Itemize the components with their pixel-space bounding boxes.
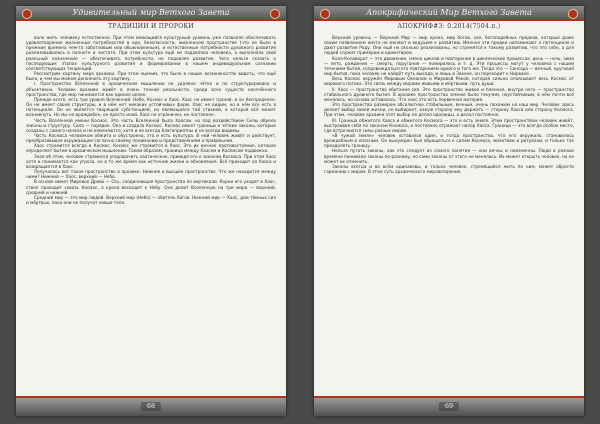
paragraph: Хаос стремится всегда в Космос, Космос же стремится в Хаос. Это их вечное противостояние, которое определяет бытие в архаическом мышлении. Таким образом, граница между Хаосом и Космосом подвижна. — [26, 143, 276, 154]
paragraph: Верхний уровень — Верхний Мир — мир крона, мир богов, сил, богоподобных предков, которые даже своим появлением ничто не меняют в ведущем к развитию. Именно эти предки напоминают о потенциале и дают развитие Роду. Они ещё не сколько реализованы, но стремятся к такому развитию, что это себе, а для людей служат примером и ориентиром. — [324, 35, 574, 56]
left-body-text — [26, 35, 276, 391]
paragraph: II. Хаос — пространство обитания сил. Это пространство живое и пленное, внутри него — пространство стабильного древнего бытия. В архаике пространство земное было текучим, неустойчивым, в нём почти всё менялось, но основа оставалась. Что хаос это есть первичная материя. — [324, 86, 574, 102]
paragraph: I. Пространство Вселенной в архаическом мышлении не удалено чётко и по структурировано и объективно. Человек архаики живёт в очень тонкой реальности, среди всех существ населённого пространства, где мир понимается как единое целое. — [26, 81, 276, 97]
ornament-icon — [568, 9, 578, 19]
left-footer-bar — [16, 396, 286, 416]
left-header-text: Удивительный мир Ветхого Завета — [72, 8, 230, 17]
ornament-icon — [270, 9, 280, 19]
ornament-icon — [22, 9, 32, 19]
paragraph: вало жить человеку естественно. При этом имеющийся культурный уровень уже позволял обеспечивать удовлетворение жизненных потребностей в еде, безопасности, жизненном пространстве (что не было в прежние времена чем-то заботливым или обыкновенным), и естественные потребности духовного развития реализовывались в полноте и чистоте. При этом культура ещё не подавляла человека, а выполняла свой реальный назначение — обеспечивать потребности, не подавляя развития. Чего нельзя сказать о последующих этапах культурного развития и формировании в нашем индивидуальном сознании соответствующих тенденций. — [26, 35, 276, 71]
left-section-title: ТРАДИЦИИ И ПРОРОКИ — [108, 23, 194, 30]
paragraph: Коло-Коловорот — это движение, смена циклов и повторение в циклических процессах: день — ночь, зима — лето, рождение — смерть, поругание — помирились и т. д. Эти процессы могут у человека с нашим течением бытия, сопровождаться его повторением одного и того же. Тогда это — Сансара — вечный, круговой мир бытия, пока человек не найдёт путь выхода, и лишь в Законе, он переходит к Нирване. — [324, 55, 574, 77]
page-number: 69 — [439, 402, 459, 411]
right-page — [314, 6, 584, 416]
right-body-text — [324, 35, 574, 391]
paragraph: III. Граница обжитого Хаоса и обжитого Космоса — это и есть земля. Этим пространством человек живёт, выстраивая себя по законам Космоса, и постоянно отражает напор Хаоса. Граница — это всегда особое место, где встречаются силы разных миров. — [324, 117, 574, 133]
right-section-title: АПОКРИФ#3: 0.2014(7504.п.) — [397, 23, 501, 30]
paragraph: Часть Вселенной имени Космос. Это часть Вселенной была Хаосом, но под воздействием Силы обрела законы и структуру. Сила — порядок. Она и создала Космос. Космос имеет границы и чёткие законы, которые созданы с самого начала и не изменяются, хотя и не всегда благоприятны и не всегда видимы. — [26, 117, 276, 133]
paragraph: Нельзя путать законы, как это следует из самого понятия — они вечны и неизменны. Люди в разные времена понимали законы по-разному, но сами законы от этого не менялись. Их может открыть человек, но не может их отменить. — [324, 148, 574, 164]
paragraph: Рассмотрим картину мира архаики. При этом оценим, что было в наших возможностях видеть, что ещё было, и чем мы можем дополнить эту картину. — [26, 71, 276, 82]
left-page — [16, 6, 286, 416]
paragraph: Прежде всего, есть три уровня Вселенной: Небо, Космос и Хаос. Хаос не имеет граней, и он беспределен. Он не имеет своей структуры, и в нём нет никаких устойчивых форм. Хаос не видим, но в нём все есть в потенциале. Он не является творящей субстанцией, но являющаяся той стихией, в которой всё может возникнуть. Но мы не враждебен, он просто иной. Хаос не ограничен, не постоянен. — [26, 96, 276, 118]
paragraph: «В чужой земле» человек оставался один, и тогда пространство, что его окружало, становилось враждебным и опасным. Он вынужден был обращаться к силам Космоса, молитвам и ритуалам, и только так преодолеть границу. — [324, 132, 574, 149]
right-header-text: Апокрифический Мир Ветхого Завета — [366, 8, 532, 17]
page-number: 68 — [141, 402, 161, 411]
right-running-header — [314, 6, 584, 21]
paragraph: Это пространство размером абсолютное стабильным, вечным, очень похожим на наш мир. Человек здесь делает выбор своей жизни, он выбирает, какую сторону ему держать — сторону Хаоса или сторону Космоса. При этом, человек архаики этот выбор не делал однажды, а делал постоянно. — [324, 102, 574, 118]
ornament-icon — [320, 9, 330, 19]
paragraph: В основе имеет Мировое Древо — Ось, соединяющая пространства по вертикали. Корни его уходят в Хаос, ствол проходит сквозь Космос, а крона восходит к Небу. Она делит Вселенную на три мира — верхний, средний и нижний. — [26, 179, 276, 195]
paragraph: Зная об этом, человек стремился упорядочить хаотическое, приведя его к законам Космоса. При этом Хаос хотя и понимается как угроза, но в то же время как источник жизни и обновления. Всё приходит из Хаоса и возвращается в Хаос. — [26, 153, 276, 169]
paragraph: Законы всегда и во всём одинаковы, и только человек, стремящийся жить по ним, может обрести гармонию с миром. В этом суть архаического мировоззрения. — [324, 163, 574, 175]
right-footer-bar — [314, 396, 584, 416]
left-running-header — [16, 6, 286, 21]
paragraph: Часть Космоса человеком обжита и обустроена, это и есть культура. В ней человек живёт и действует, преобразовывая окружающее согласно своему пониманию и представлениям о правильном. — [26, 132, 276, 144]
paragraph: Средний мир — это мир людей. Верхний мир (Небо) — обитель богов. Нижний мир — Хаос, дом тёмных сил и мёртвых, пока они не получат новые тела. — [26, 194, 276, 205]
paragraph: Получалось вот такое пространство в архаике. Нижнее и высшее пространство. Что же находится между ними? Нижний — Хаос, верхний — Небо. — [26, 169, 276, 180]
paragraph: Весь Космос окружён Мировым Океаном и Мировой Рекой, которая сильно опоясывает весь Космос от мирового потока. Это связь между мирами живыми и мёртвыми, путь души. — [324, 76, 574, 87]
